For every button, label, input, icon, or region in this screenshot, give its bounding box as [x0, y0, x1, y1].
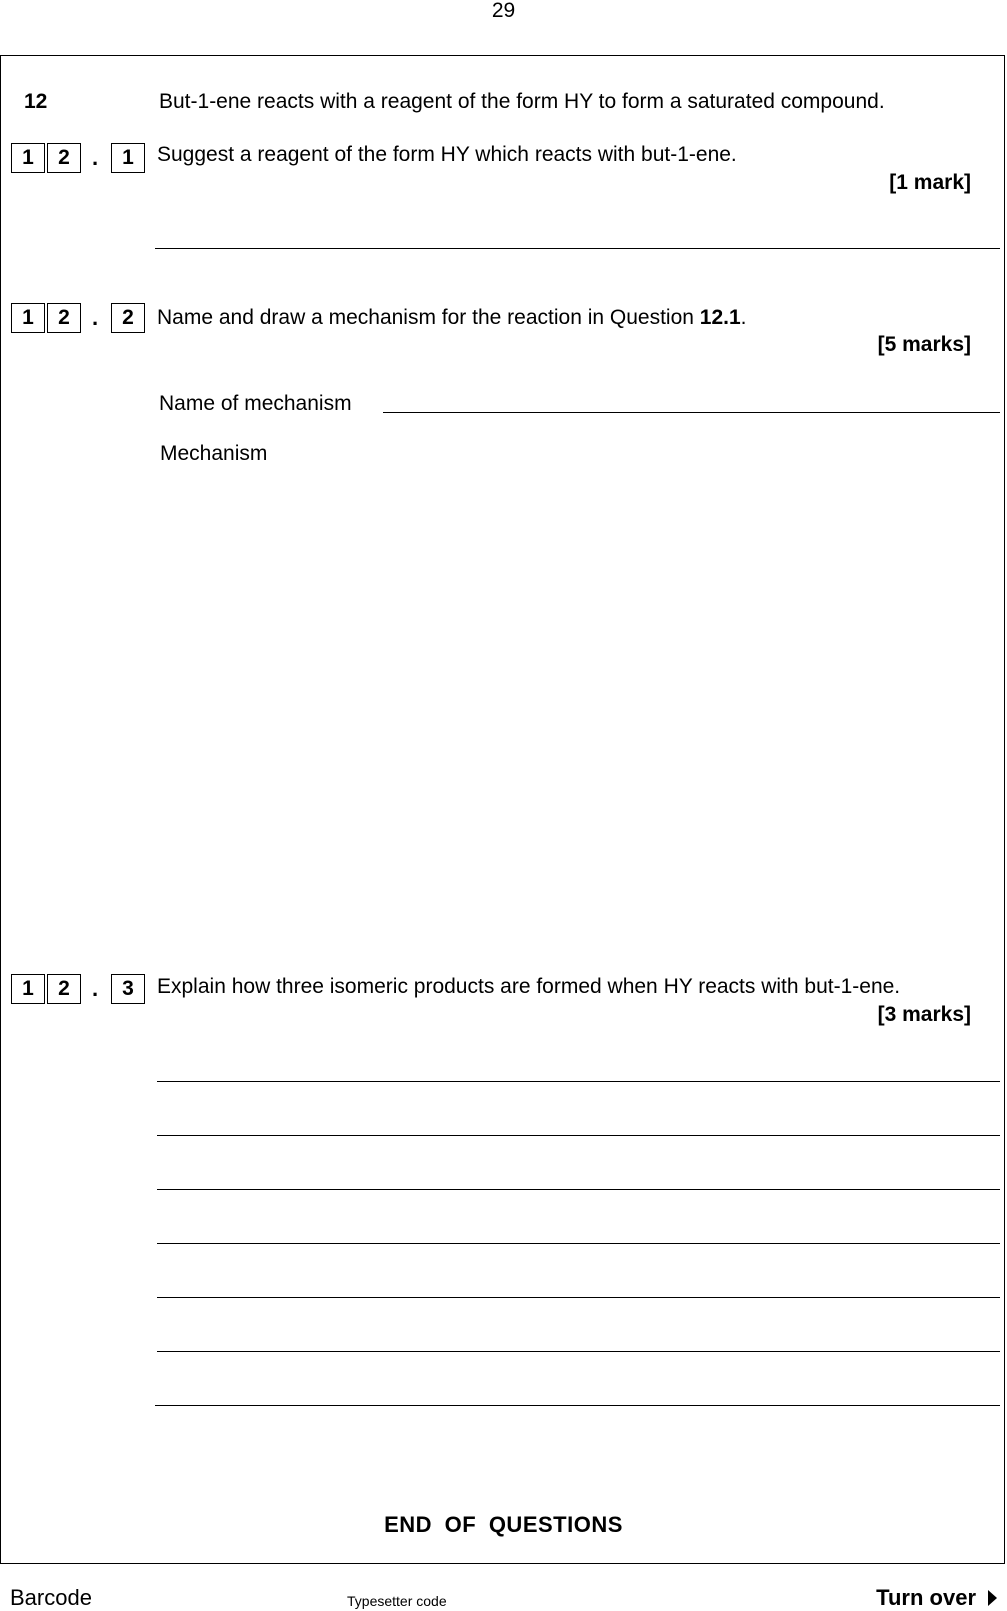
part-box-digit: 3: [111, 974, 145, 1004]
answer-line[interactable]: [157, 1297, 1000, 1298]
footer-typesetter-code: Typesetter code: [347, 1593, 447, 1609]
turn-over-label: Turn over: [876, 1585, 976, 1610]
question-stem: But-1-ene reacts with a reagent of the form HY to form a saturated compound.: [159, 90, 885, 113]
part-dot: .: [92, 305, 99, 330]
part-12-3-marks: [3 marks]: [877, 1003, 971, 1026]
mechanism-label: Mechanism: [160, 442, 268, 465]
part-12-2-marks: [5 marks]: [877, 333, 971, 356]
part-box-digit: 1: [11, 143, 45, 173]
part-dot: .: [92, 976, 99, 1001]
part-12-3-text: Explain how three isomeric products are formed when HY reacts with but-1-ene.: [157, 975, 901, 998]
answer-line[interactable]: [157, 1135, 1000, 1136]
name-of-mechanism-label: Name of mechanism: [159, 392, 352, 415]
part-box-digit: 1: [11, 974, 45, 1004]
answer-line[interactable]: [157, 1189, 1000, 1190]
part-box-digit: 2: [47, 303, 81, 333]
part-12-2-text-end: .: [740, 306, 747, 329]
part-12-2-text-main: Name and draw a mechanism for the reaction in Question: [157, 306, 700, 329]
question-reference: 12.1: [699, 306, 741, 329]
answer-line[interactable]: [157, 1243, 1000, 1244]
answer-line[interactable]: [155, 1405, 1000, 1406]
part-box-digit: 2: [111, 303, 145, 333]
triangle-right-icon: [988, 1590, 997, 1606]
part-box-digit: 2: [47, 143, 81, 173]
part-12-1-text: Suggest a reagent of the form HY which reacts with but-1-ene.: [157, 143, 737, 166]
footer-barcode: Barcode: [10, 1585, 92, 1610]
mechanism-drawing-area[interactable]: [155, 470, 1000, 940]
part-box-digit: 1: [111, 143, 145, 173]
answer-line[interactable]: [155, 248, 1000, 249]
end-of-questions: END OF QUESTIONS: [384, 1512, 623, 1537]
answer-line[interactable]: [157, 1081, 1000, 1082]
question-number: 12: [24, 90, 48, 113]
part-12-1-marks: [1 mark]: [889, 171, 971, 194]
part-box-digit: 2: [47, 974, 81, 1004]
part-12-2-text: [157, 306, 747, 330]
answer-line[interactable]: [157, 1351, 1000, 1352]
part-box-digit: 1: [11, 303, 45, 333]
mechanism-name-answer-line[interactable]: [383, 412, 1000, 413]
turn-over: [876, 1585, 997, 1611]
page-number: 29: [491, 0, 516, 22]
part-dot: .: [92, 145, 99, 170]
